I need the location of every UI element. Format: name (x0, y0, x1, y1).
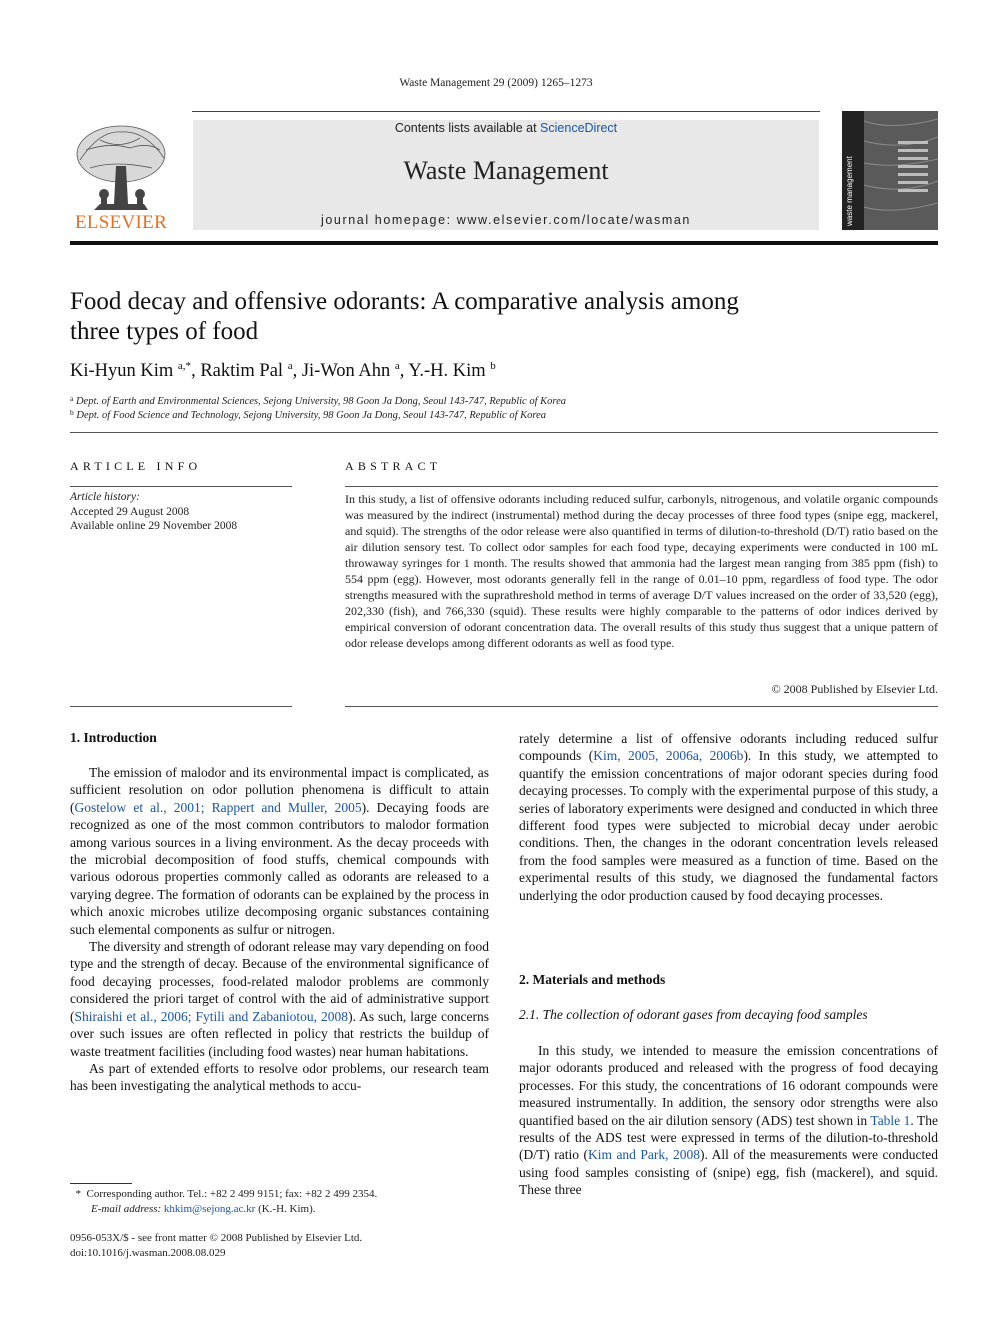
title-line-1: Food decay and offensive odorants: A comparative analysis among (70, 288, 739, 315)
footnote-mark: * (75, 1188, 81, 1200)
right-column (519, 730, 938, 904)
methods-column (519, 1042, 938, 1199)
author-list: Ki-Hyun Kim $^{a,*}$, Raktim Pal $^a$, Ji-Won Ahn $^a$, Y.-H. Kim $^b$ (70, 360, 496, 381)
journal-homepage[interactable]: journal homepage: www.elsevier.com/locate/wasman (320, 213, 691, 227)
author-affil-mark: a (394, 360, 400, 372)
issn-line: 0956-053X/$ - see front matter © 2008 Published by Elsevier Ltd. (70, 1232, 363, 1244)
history-label: Article history: (70, 491, 140, 503)
contents-line (193, 121, 819, 135)
affiliation (70, 408, 930, 421)
tree-icon (70, 120, 172, 212)
page-footer (70, 1231, 362, 1260)
title-line-2: three types of food (70, 318, 259, 345)
affiliation-mark: b (70, 408, 74, 417)
methods-paragraph-1: In this study, we intended to measure the emission concentrations of major odorants produced and released with the progress of food decaying processes. For this study, the concentrations of 16 odorant compounds were measured instrumentally. In addition, the sensory odor strengths were also quantified based on the air dilution sensory (ADS) test shown in Table 1. The results of the ADS test were expressed in terms of the dilution-to-threshold (D/T) ratio (Kim and Park, 2008). All of the measurements were conducted using food samples consisting of (snipe) egg, fish (mackerel), and squid. These three (519, 1043, 938, 1198)
methods-subheading: 2.1. The collection of odorant gases from decaying food samples (519, 1007, 868, 1022)
affiliation-rule (70, 432, 938, 433)
header-rule (192, 111, 820, 112)
article-title (70, 287, 810, 347)
running-head: Waste Management 29 (2009) 1265–1273 (399, 77, 593, 89)
intro-paragraph-3: As part of extended efforts to resolve odor problems, our research team has been investigating the analytical methods to accu- (70, 1060, 489, 1094)
journal-name: Waste Management (403, 156, 609, 185)
citation-link[interactable]: Kim and Park, 2008 (587, 1147, 701, 1163)
affiliation (70, 394, 930, 407)
affiliation-text: Dept. of Food Science and Technology, Sejong University, 98 Goon Ja Dong, Seoul 143-747, Republic of Korea (76, 410, 546, 421)
elsevier-wordmark: ELSEVIER (74, 212, 168, 233)
email-label: E-mail address: (91, 1202, 162, 1215)
author-name[interactable]: Ki-Hyun Kim (70, 361, 174, 381)
article-info-heading: ARTICLE INFO (70, 459, 202, 473)
abstract-rule (345, 486, 938, 487)
footnote-rule (70, 1183, 132, 1184)
affiliation-mark: a (70, 394, 74, 403)
article-info-bottom-rule (70, 706, 292, 707)
footnote-contact: Corresponding author. Tel.: +82 2 499 9151; fax: +82 2 499 2354. (86, 1188, 378, 1200)
accepted-date: Accepted 29 August 2008 (70, 505, 190, 518)
methods-heading: 2. Materials and methods (519, 972, 666, 987)
contents-prefix: Contents lists available at (394, 121, 541, 135)
article-history (70, 490, 237, 534)
abstract-copyright: © 2008 Published by Elsevier Ltd. (771, 682, 938, 696)
available-date: Available online 29 November 2008 (70, 520, 238, 532)
abstract-bottom-rule (345, 706, 938, 707)
email-suffix: (K.-H. Kim). (258, 1202, 316, 1215)
intro-paragraph-2: The diversity and strength of odorant release may vary depending on food type and the strength of decay. Because of the environmental significance of food decaying processes, food-related malodor problems are commonly considered the priori target of control with the aid of administrative support (Shiraishi et al., 2006; Fytili and Zabaniotou, 2008). As such, large concerns over such issues are often reflected in policy that restricts the buildup of waste treatment facilities (including food wastes) near human habitations. (70, 939, 490, 1059)
citation-link[interactable]: Shiraishi et al., 2006; Fytili and Zabaniotou, 2008 (74, 1008, 349, 1024)
author-name[interactable]: Ji-Won Ahn (301, 361, 391, 381)
left-column (70, 764, 489, 1095)
abstract-heading: ABSTRACT (345, 459, 442, 473)
sciencedirect-link[interactable]: ScienceDirect (540, 121, 618, 135)
abstract-text: In this study, a list of offensive odorants including reduced sulfur, carbonyls, nitrogenous, and volatile organic compounds was measured by the indirect (instrumental) method during the decay processes of three food types (snipe egg, mackerel, and squid). The strengths of the odor release were also quantified in terms of dilution-to-threshold (D/T) ratio based on the air dilution sensory test. To collect odor samples for each food type, decaying experiments were conducted in 100 mL throwaway syringes for 1 month. The results showed that ammonia had the largest mean ranging from 385 ppm (fish) to 554 ppm (egg). However, most odorants generally fell in the range of 0.01–10 ppm, regardless of food type. The odor strengths measured with the suprathreshold method in terms of average D/T values increased on the order of 33,520 (egg), 202,330 (fish), and 766,330 (squid). These results were highly comparable to the patterns of odor indices derived by empirical conversion of odorant concentration data. The overall results of this study thus suggest that a unique pattern of odor release develops among different odorants as well as food type. (345, 492, 938, 650)
introduction-heading: 1. Introduction (70, 730, 157, 745)
citation-link[interactable]: Gostelow et al., 2001; Rappert and Muller, 2005 (74, 799, 362, 815)
affiliation-text: Dept. of Earth and Environmental Sciences, Sejong University, 98 Goon Ja Dong, Seoul 143-747, Republic of Korea (75, 396, 566, 407)
corresponding-footnote (70, 1187, 377, 1216)
table-link[interactable]: Table 1 (870, 1112, 911, 1128)
citation-link[interactable]: Kim, 2005, 2006a, 2006b (593, 748, 744, 764)
intro-continuation: rately determine a list of offensive odorants including reduced sulfur compounds (Kim, 2005, 2006a, 2006b). In this study, we attempted to quantify the emission concentrations of major odorant species during food decaying processes. To comply with the experimental purpose of this study, a series of laboratory experiments were designed and conducted in which three different food types were subjected to microbial decay under aerobic conditions. Then, the changes in the odorant concentration levels released from the food samples were measured as a function of time. Based on the experimental results of this study, we diagnosed the fundamental factors underlying the odor production caused by food decaying processes. (519, 731, 938, 903)
article-info-rule (70, 486, 292, 487)
author-name[interactable]: Y.-H. Kim (408, 361, 486, 381)
journal-cover (842, 111, 938, 230)
author-affil-mark: a,* (177, 360, 192, 372)
author-name[interactable]: Raktim Pal (200, 361, 284, 381)
elsevier-logo (70, 120, 172, 232)
header-thick-rule (70, 241, 938, 245)
email-link[interactable]: khkim@sejong.ac.kr (163, 1202, 256, 1215)
doi-line[interactable]: doi:10.1016/j.wasman.2008.08.029 (70, 1246, 226, 1259)
author-affil-mark: a (287, 360, 293, 372)
intro-paragraph-1: The emission of malodor and its environmental impact is complicated, as sufficient resolution on odor pollution phenomena is difficult to attain (Gostelow et al., 2001; Rappert and Muller, 2005). Decaying foods are recognized as one of the most common contributors to malodor formation among various sources in a living environment. As the decay proceeds with the microbial decomposition of food stuffs, chemical compounds with various odorous properties commonly called as odorants are released to a varying degree. The formation of odorants can be explained by the process in which anoxic microbes utilize decomposing organic substances containing such elemental components as sulfur or nitrogen. (70, 765, 489, 937)
author-affil-mark: b (490, 360, 496, 372)
cover-title: waste management (845, 156, 854, 226)
